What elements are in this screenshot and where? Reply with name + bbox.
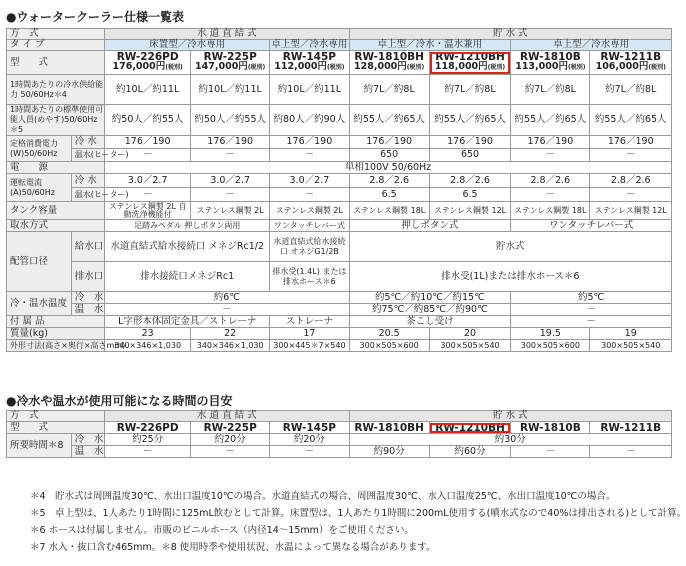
temp-hot-row	[7, 304, 672, 316]
power-cold-value: 176／190	[590, 136, 672, 149]
weight-row	[7, 328, 672, 340]
current-hot-value: －	[590, 188, 672, 202]
model-name: RW-145P	[270, 422, 349, 434]
power-hot-value: －	[191, 149, 270, 162]
accessories-value: －	[511, 316, 672, 328]
power-cold-value: 176／190	[105, 136, 191, 149]
model-name: RW-225P	[191, 422, 270, 434]
model-name: RW-1810B	[511, 422, 590, 434]
tank-value: ステンレス鋼製 18L	[511, 202, 590, 220]
dims-row	[7, 340, 672, 352]
piping-label: 配管口径	[7, 232, 72, 292]
operation-value: ワンタッチレバー式	[270, 220, 349, 232]
tank-value: ステンレス鋼製 12L	[429, 202, 510, 220]
current-hot-value: －	[270, 188, 349, 202]
current-hot-value: －	[191, 188, 270, 202]
tank-label: タンク容量	[7, 202, 105, 220]
power-label: 定格消費電力(W)50/60Hz	[7, 136, 72, 162]
capacity-value: 約10L／約11L	[270, 75, 349, 105]
temp-cold-value: 約5℃／約10℃／約15℃	[349, 292, 511, 304]
power-hot-label: 温水(ヒーター)	[71, 149, 104, 162]
tax-note: (税別)	[406, 64, 425, 71]
dims-value: 300×505×540	[429, 340, 510, 352]
current-hot-label: 温水(ヒーター)	[71, 188, 104, 202]
tank-value: ステンレス鋼製 2L 自動洗浄機能付	[105, 202, 191, 220]
model-cell	[349, 51, 429, 75]
tank-value: ステンレス鋼製 12L	[590, 202, 672, 220]
drain-value: 排水受(1.4L) または排水ホース＊6	[270, 262, 349, 292]
model-name: RW-1211B	[590, 422, 672, 434]
spec-table-title: ●ウォータークーラー仕様一覧表	[6, 10, 184, 24]
capacity-value: 約10L／約11L	[105, 75, 191, 105]
temp-cold-value: 約6℃	[105, 292, 349, 304]
current-label: 運転電流(A)50/60Hz	[7, 174, 72, 202]
power-hot-value: 650	[349, 149, 429, 162]
time-cold-label: 冷 水	[71, 434, 104, 446]
dims-value: 300×505×540	[590, 340, 672, 352]
drain-value: 排水接続口メネジRc1	[105, 262, 270, 292]
weight-value: 23	[105, 328, 191, 340]
model-name: RW-1810BH	[354, 51, 424, 63]
model-price: 147,000円	[195, 61, 248, 72]
capacity-value: 約7L／約8L	[349, 75, 429, 105]
time-cold-value: 約20分	[270, 434, 349, 446]
current-cold-row	[7, 174, 672, 188]
current-cold-value: 2.8／2.6	[349, 174, 429, 188]
method-row	[7, 29, 672, 40]
time-hot-value: －	[105, 446, 191, 458]
power-cold-label: 冷 水	[71, 136, 104, 149]
power-hot-value: －	[105, 149, 191, 162]
model-cell	[105, 51, 191, 75]
power-cold-value: 176／190	[191, 136, 270, 149]
people-row	[7, 105, 672, 136]
temp-cold-row	[7, 292, 672, 304]
power-cold-row	[7, 136, 672, 149]
temp-hot-label: 温 水	[71, 304, 104, 316]
temp-label: 冷・温水温度	[7, 292, 72, 316]
current-cold-value: 2.8／2.6	[590, 174, 672, 188]
water-in-row	[7, 232, 672, 262]
model-price: 128,000円	[354, 61, 407, 72]
time-hot-value: －	[191, 446, 270, 458]
capacity-value: 約7L／約8L	[429, 75, 510, 105]
method-label: 方 式	[7, 29, 105, 40]
type-0: 床置型／冷水専用	[105, 40, 270, 51]
operation-value: ワンタッチレバー式	[511, 220, 672, 232]
dims-value: 300×505×600	[349, 340, 429, 352]
spec-table	[6, 28, 672, 352]
type-2: 卓上型／冷水・温水兼用	[349, 40, 511, 51]
tank-value: ステンレス鋼製 2L	[191, 202, 270, 220]
operation-value: 足踏みペダル 押しボタン両用	[105, 220, 270, 232]
time-hot-value: －	[270, 446, 349, 458]
people-value: 約55人／約65人	[429, 105, 510, 136]
power-hot-row	[7, 149, 672, 162]
model-name: RW-225P	[203, 51, 257, 63]
weight-value: 19.5	[511, 328, 590, 340]
model-row	[7, 51, 672, 75]
people-value: 約50人／約55人	[191, 105, 270, 136]
power-cold-value: 176／190	[429, 136, 510, 149]
model-name: RW-1210BH	[435, 51, 505, 63]
temp-cold-value: 約5℃	[511, 292, 672, 304]
time-hot-value: 約90分	[349, 446, 429, 458]
tax-note: (税別)	[247, 64, 266, 71]
time-label: 所要時間＊8	[7, 434, 72, 458]
power-cold-value: 176／190	[511, 136, 590, 149]
weight-label: 質量(kg)	[7, 328, 105, 340]
time-cold-value: 約25分	[105, 434, 191, 446]
model-cell	[590, 51, 672, 75]
model-name: RW-226PD	[105, 422, 191, 434]
water-in-value: 水道直結式給水接続口 オネジG1/2B	[270, 232, 349, 262]
footnote-7-8: ＊7 水入・抜口含む465mm。＊8 使用時季や使用状況、水温によって異なる場合があります。	[30, 542, 436, 553]
people-label: 1時間あたりの標準使用可能人員(めやす)50/60Hz＊5	[7, 105, 105, 136]
people-value: 約80人／約90人	[270, 105, 349, 136]
model-name-highlighted: RW-1210BH	[429, 422, 510, 434]
model-price: 113,000円	[515, 61, 568, 72]
accessories-row	[7, 316, 672, 328]
dims-label: 外形寸法(高さ×奥行×高さmm)	[7, 340, 105, 352]
temp-hot-value: －	[105, 304, 349, 316]
people-value: 約55人／約65人	[511, 105, 590, 136]
weight-value: 20	[429, 328, 510, 340]
time-hot-value: －	[590, 446, 672, 458]
time-method-row	[7, 411, 672, 422]
method-direct: 水 道 直 結 式	[105, 29, 349, 40]
power-hot-value: －	[511, 149, 590, 162]
drain-row	[7, 262, 672, 292]
dims-value: 340×346×1,030	[105, 340, 191, 352]
method-storage: 貯 水 式	[349, 29, 672, 40]
tax-note: (税別)	[567, 64, 586, 71]
current-cold-value: 3.0／2.7	[270, 174, 349, 188]
model-label: 型 式	[7, 51, 105, 75]
time-table	[6, 410, 672, 458]
method-direct: 水 道 直 結 式	[105, 411, 349, 422]
tank-value: ステンレス鋼製 18L	[349, 202, 429, 220]
drain-label: 排水口	[71, 262, 104, 292]
supply-row	[7, 162, 672, 174]
current-cold-value: 3.0／2.7	[191, 174, 270, 188]
water-in-value: 貯水式	[349, 232, 672, 262]
power-hot-value: －	[270, 149, 349, 162]
footnote-4: ＊4 貯水式は周囲温度30℃、水出口温度10℃の場合。水道直結式の場合、周囲温度30℃、水入口温度25℃、水出口温度10℃の場合。	[30, 491, 616, 502]
people-note: ＊5	[10, 125, 24, 134]
method-label: 方 式	[7, 411, 105, 422]
current-hot-value: －	[511, 188, 590, 202]
dims-value: 300×445＊7×540	[270, 340, 349, 352]
model-name: RW-226PD	[116, 51, 179, 63]
time-cold-row	[7, 434, 672, 446]
type-1: 卓上型／冷水専用	[271, 39, 348, 50]
model-price: 176,000円	[112, 61, 166, 72]
type-row	[7, 40, 672, 51]
operation-row	[7, 220, 672, 232]
method-storage: 貯 水 式	[349, 411, 672, 422]
accessories-label: 付 属 品	[7, 316, 105, 328]
time-cold-value: 約30分	[349, 434, 672, 446]
power-cold-value: 176／190	[270, 136, 349, 149]
current-cold-value: 2.8／2.6	[511, 174, 590, 188]
temp-cold-label: 冷 水	[71, 292, 104, 304]
model-name: RW-145P	[282, 51, 336, 63]
current-cold-value: 2.8／2.6	[429, 174, 510, 188]
water-in-label: 給水口	[71, 232, 104, 262]
time-cold-value: 約20分	[191, 434, 270, 446]
model-name: RW-1810B	[519, 51, 581, 63]
time-hot-value: －	[511, 446, 590, 458]
power-cold-value: 176／190	[349, 136, 429, 149]
model-label: 型 式	[7, 422, 105, 434]
current-cold-label: 冷 水	[71, 174, 104, 188]
model-cell	[191, 51, 270, 75]
capacity-label: 1時間あたりの冷水供給能力 50/60Hz＊4	[7, 75, 105, 105]
dims-value: 300×505×600	[511, 340, 590, 352]
accessories-value: L字形本体固定金具／ストレーナ	[105, 316, 270, 328]
model-price: 106,000円	[595, 61, 649, 72]
power-hot-value: －	[590, 149, 672, 162]
tax-note: (税別)	[327, 64, 345, 71]
footnote-5: ＊5 卓上型は、1人あたり1時間に125mL飲むとして計算。床置型は、1人あたり1時間に200mL使用する(噴水式なので40%は排出される)として計算。	[30, 508, 686, 519]
temp-hot-value: －	[511, 304, 672, 316]
drain-value: 排水受(1L)または排水ホース＊6	[349, 262, 672, 292]
time-hot-label: 温 水	[71, 446, 104, 458]
weight-value: 22	[191, 328, 270, 340]
time-hot-value: 約60分	[429, 446, 510, 458]
operation-label: 取水方式	[7, 220, 105, 232]
tax-note: (税別)	[487, 64, 506, 71]
current-hot-value: 6.5	[429, 188, 510, 202]
capacity-value: 約7L／約8L	[590, 75, 672, 105]
accessories-value: 茶こし受け	[349, 316, 511, 328]
type-label: タ イ プ	[7, 40, 105, 51]
people-value: 約55人／約65人	[349, 105, 429, 136]
supply-label: 電 源	[7, 162, 105, 174]
tax-note: (税別)	[165, 64, 183, 71]
weight-value: 19	[590, 328, 672, 340]
temp-hot-value: 約75℃／約85℃／約90℃	[349, 304, 511, 316]
time-hot-row	[7, 446, 672, 458]
supply-value: 単相100V 50/60Hz	[105, 162, 672, 174]
tank-row	[7, 202, 672, 220]
operation-value: 押しボタン式	[349, 220, 511, 232]
model-cell	[511, 51, 590, 75]
capacity-note: ＊4	[53, 89, 67, 99]
time-note: ＊8	[48, 439, 64, 451]
water-in-value: 水道直結式給水接続口 メネジRc1/2	[105, 232, 270, 262]
footnote-6: ＊6 ホースは付属しません。市販のビニルホース（内径14～15mm）をご使用ください。	[30, 525, 414, 536]
capacity-row	[7, 75, 672, 105]
capacity-value: 約7L／約8L	[511, 75, 590, 105]
type-3: 卓上型／冷水専用	[511, 40, 672, 51]
accessories-value: ストレーナ	[270, 316, 349, 328]
current-hot-row	[7, 188, 672, 202]
tax-note: (税別)	[648, 64, 666, 71]
dims-value: 340×346×1,030	[191, 340, 270, 352]
model-price: 112,000円	[274, 61, 328, 72]
current-cold-value: 3.0／2.7	[105, 174, 191, 188]
people-value: 約55人／約65人	[590, 105, 672, 136]
current-hot-value: 6.5	[349, 188, 429, 202]
model-name: RW-1211B	[600, 51, 662, 63]
model-cell-highlighted	[429, 51, 510, 75]
power-hot-value: 650	[429, 149, 510, 162]
current-hot-value: －	[105, 188, 191, 202]
weight-value: 20.5	[349, 328, 429, 340]
capacity-value: 約10L／約11L	[191, 75, 270, 105]
model-name: RW-1810BH	[349, 422, 429, 434]
model-cell	[270, 51, 349, 75]
model-price: 118,000円	[434, 61, 488, 72]
people-value: 約50人／約55人	[105, 105, 191, 136]
time-table-title: ●冷水や温水が使用可能になる時間の目安	[6, 394, 233, 408]
weight-value: 17	[270, 328, 349, 340]
time-model-row	[7, 422, 672, 434]
tank-value: ステンレス鋼製 2L	[270, 202, 349, 220]
